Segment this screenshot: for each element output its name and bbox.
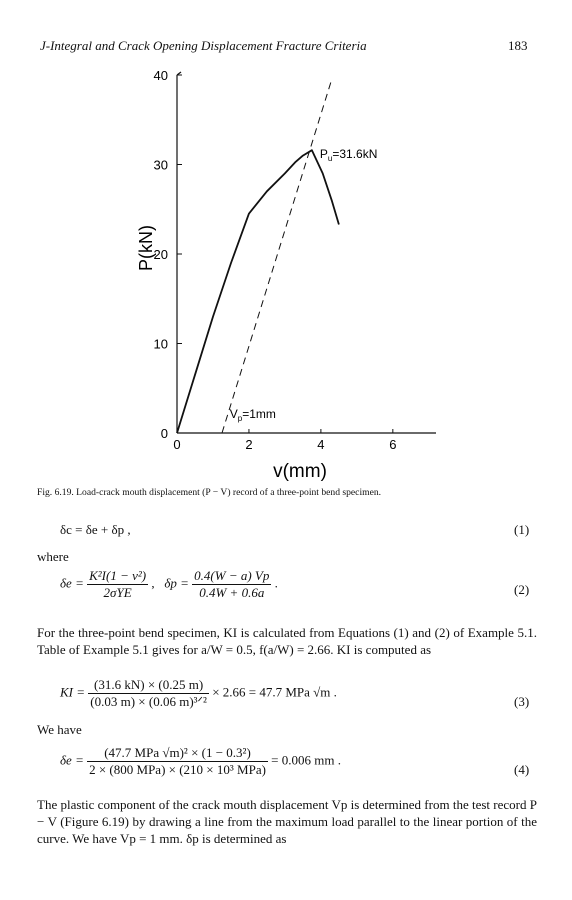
eq4-den: 2 × (800 MPa) × (210 × 10³ MPa) bbox=[89, 762, 266, 777]
eq3-den: (0.03 m) × (0.06 m)³ᐟ² bbox=[90, 694, 207, 709]
eq4-fraction bbox=[87, 745, 268, 778]
max-load-annotation: $P_u=31.6kN$ bbox=[319, 147, 378, 164]
chart-axes bbox=[177, 72, 436, 433]
x-tick-label: 0 bbox=[173, 437, 181, 452]
plastic-displacement-annotation: $V_p=1mm$ bbox=[229, 407, 276, 424]
eq3-num: (31.6 kN) × (0.25 m) bbox=[88, 677, 209, 694]
load-displacement-curve bbox=[177, 150, 339, 433]
eq4-num: (47.7 MPa √m)² × (1 − 0.3²) bbox=[87, 745, 268, 762]
eq2-den2: 0.4W + 0.6a bbox=[199, 585, 265, 600]
eq2-lhs1: δe = bbox=[60, 575, 84, 591]
equation-1-number: (1) bbox=[514, 522, 530, 537]
y-tick-label: 10 bbox=[153, 336, 168, 352]
where-text: where bbox=[37, 549, 69, 564]
eq2-fraction-1 bbox=[87, 568, 148, 601]
figure-caption: Fig. 6.19. Load-crack mouth displacement (P − V) record of a three-point bend specimen. bbox=[37, 487, 382, 498]
eq2-num2: 0.4(W − a) Vp bbox=[194, 568, 270, 583]
equation-4-number: (4) bbox=[514, 762, 530, 777]
eq2-separator: , bbox=[151, 575, 155, 591]
eq4-lhs: δe = bbox=[60, 752, 84, 768]
equation-3-number: (3) bbox=[514, 694, 530, 709]
equation-4 bbox=[60, 745, 341, 778]
x-tick-label: 4 bbox=[317, 437, 325, 452]
eq3-rhs: × 2.66 = 47.7 MPa √m . bbox=[212, 684, 337, 700]
we-have-text: We have bbox=[37, 722, 82, 737]
eq2-den1: 2σYE bbox=[103, 585, 132, 600]
page-number: 183 bbox=[508, 38, 528, 53]
eq2-fraction-2 bbox=[192, 568, 271, 601]
running-header-title: J-Integral and Crack Opening Displacement Fracture Criteria bbox=[40, 38, 367, 53]
x-axis-label: v(mm) bbox=[273, 461, 327, 482]
paragraph-2: The plastic component of the crack mouth displacement Vp is determined from the test record P − V (Figure 6.19) by drawing a line from the maximum load parallel to the linear portion of the curve. We have Vp = 1 mm. δp is determined as bbox=[37, 797, 537, 846]
equation-3 bbox=[60, 677, 337, 710]
eq3-lhs: KI = bbox=[60, 684, 86, 700]
eq4-rhs: = 0.006 mm . bbox=[271, 752, 341, 768]
chart-ticks bbox=[154, 68, 397, 452]
y-tick-label: 0 bbox=[160, 426, 168, 441]
equation-1: δc = δe + δp , bbox=[60, 522, 131, 537]
unloading-line-dashed bbox=[222, 80, 332, 434]
y-tick-label: 30 bbox=[153, 157, 168, 173]
paragraph-1: For the three-point bend specimen, KI is calculated from Equations (1) and (2) of Example 5.1. Table of Example 5.1 gives for a/W = 0.5, f(a/W) = 2.66. KI is computed as bbox=[37, 625, 537, 657]
chart-annotations bbox=[230, 147, 378, 423]
equation-2-number: (2) bbox=[514, 582, 530, 597]
y-tick-label: 40 bbox=[153, 68, 168, 83]
y-tick-label: 20 bbox=[153, 247, 168, 262]
chart-series bbox=[177, 80, 339, 434]
x-tick-label: 6 bbox=[389, 437, 397, 452]
eq3-fraction bbox=[88, 677, 209, 710]
eq2-tail: . bbox=[274, 575, 278, 591]
eq2-lhs2: δp = bbox=[164, 575, 189, 591]
equation-2 bbox=[60, 568, 278, 601]
eq2-num1: K²I(1 − ν²) bbox=[89, 568, 147, 583]
x-tick-label: 2 bbox=[245, 437, 253, 452]
y-axis-label: P(kN) bbox=[136, 225, 156, 271]
